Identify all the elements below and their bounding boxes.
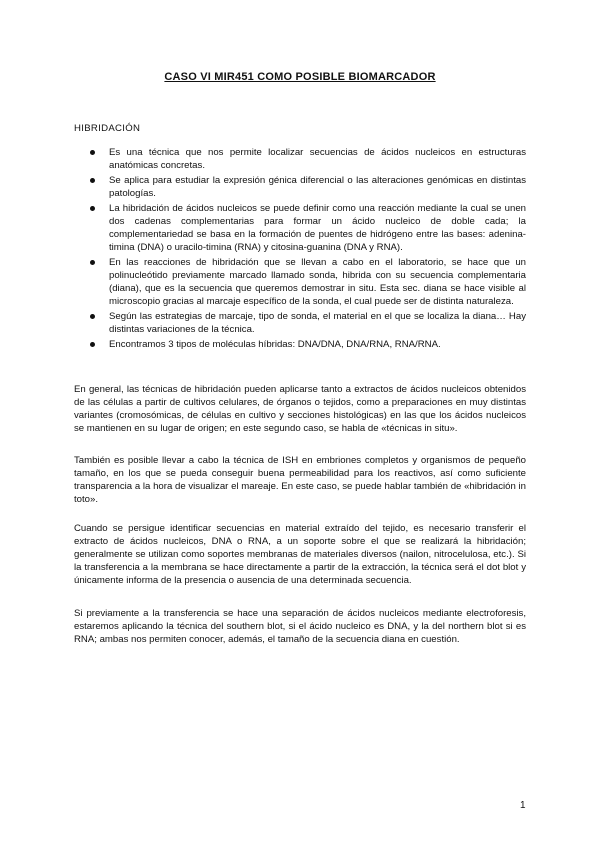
section-heading: HIBRIDACIÓN — [74, 123, 141, 134]
bullet-icon — [90, 342, 95, 347]
paragraph-dot-blot: Cuando se persigue identificar secuencias en material extraído del tejido, es necesario transferir el extracto de ácidos nucleicos, DNA o RNA, a un soporte sobre el que se realizará la hibridación; generalmente se utilizan como soportes membranas de materiales diversos (nailon, nitrocelulosa, etc.). Si la transferencia a la membrana se hace directamente a partir de la extracción, la técnica será el dot blot y únicamente informa de la presencia o ausencia de una determinada secuencia. — [74, 523, 526, 586]
paragraph-ish: También es posible llevar a cabo la técnica de ISH en embriones completos y organismos de pequeño tamaño, en los que se pueda conseguir buena permeabilidad para los reactivos, así como suficiente transparencia a la hora de visualizar el mareaje. En este caso, se puede hablar también de «hibridación in toto». — [74, 455, 526, 505]
bullet-text: En las reacciones de hibridación que se llevan a cabo en el laboratorio, se hace que un polinucleótido previamente marcado llamado sonda, hibrida con su secuencia complementaria (diana), que es la secuencia que queremos demostrar in situ. Esta sec. diana se hace visible al microscopio gracias al marcaje específico de la sonda, el cual puede ser de distinta naturaleza. — [109, 257, 526, 307]
bullet-icon — [90, 178, 95, 183]
bullet-text: Encontramos 3 tipos de moléculas híbridas: DNA/DNA, DNA/RNA, RNA/RNA. — [109, 339, 441, 350]
page-number: 1 — [520, 800, 526, 811]
bullet-item — [90, 202, 526, 254]
bullet-text: La hibridación de ácidos nucleicos se puede definir como una reacción mediante la cual se unen dos cadenas complementarias para formar un ácido nucleico de doble cada; la complementariedad se basa en la formación de puentes de hidrógeno entre las bases: adenina-timina (DNA) o uracilo-timina (RNA) y citosina-guanina (DNA y RNA). — [109, 203, 526, 253]
bullet-icon — [90, 150, 95, 155]
bullet-item — [90, 174, 526, 200]
paragraph-general: En general, las técnicas de hibridación pueden aplicarse tanto a extractos de ácidos nucleicos obtenidos de las células a partir de cultivos celulares, de órganos o tejidos, como a preparaciones en muy distintas variantes (cromosómicas, de células en cultivo y secciones histológicas) en las que los ácidos nucleicos se mantienen en su lugar de origen; en este segundo caso, se habla de «técnicas in situ». — [74, 384, 526, 434]
paragraph-blots: Si previamente a la transferencia se hace una separación de ácidos nucleicos mediante electroforesis, estaremos aplicando la técnica del southern blot, si el ácido nucleico es DNA, y la del northern blot si es RNA; ambas nos permiten conocer, además, el tamaño de la secuencia diana en cuestión. — [74, 608, 526, 645]
bullet-text: Es una técnica que nos permite localizar secuencias de ácidos nucleicos en estructuras anatómicas concretas. — [109, 147, 526, 171]
bullet-icon — [90, 260, 95, 265]
bullet-item — [90, 256, 526, 308]
bullet-text: Se aplica para estudiar la expresión génica diferencial o las alteraciones genómicas en distintas patologías. — [109, 175, 526, 199]
bullet-item — [90, 146, 526, 172]
bullet-icon — [90, 314, 95, 319]
bullet-list — [90, 146, 526, 353]
bullet-item — [90, 338, 526, 351]
page-title: CASO VI MIR451 COMO POSIBLE BIOMARCADOR — [164, 71, 436, 83]
bullet-text: Según las estrategias de marcaje, tipo de sonda, el material en el que se localiza la diana… Hay distintas variaciones de la técnica. — [109, 311, 526, 335]
bullet-icon — [90, 206, 95, 211]
bullet-item — [90, 310, 526, 336]
